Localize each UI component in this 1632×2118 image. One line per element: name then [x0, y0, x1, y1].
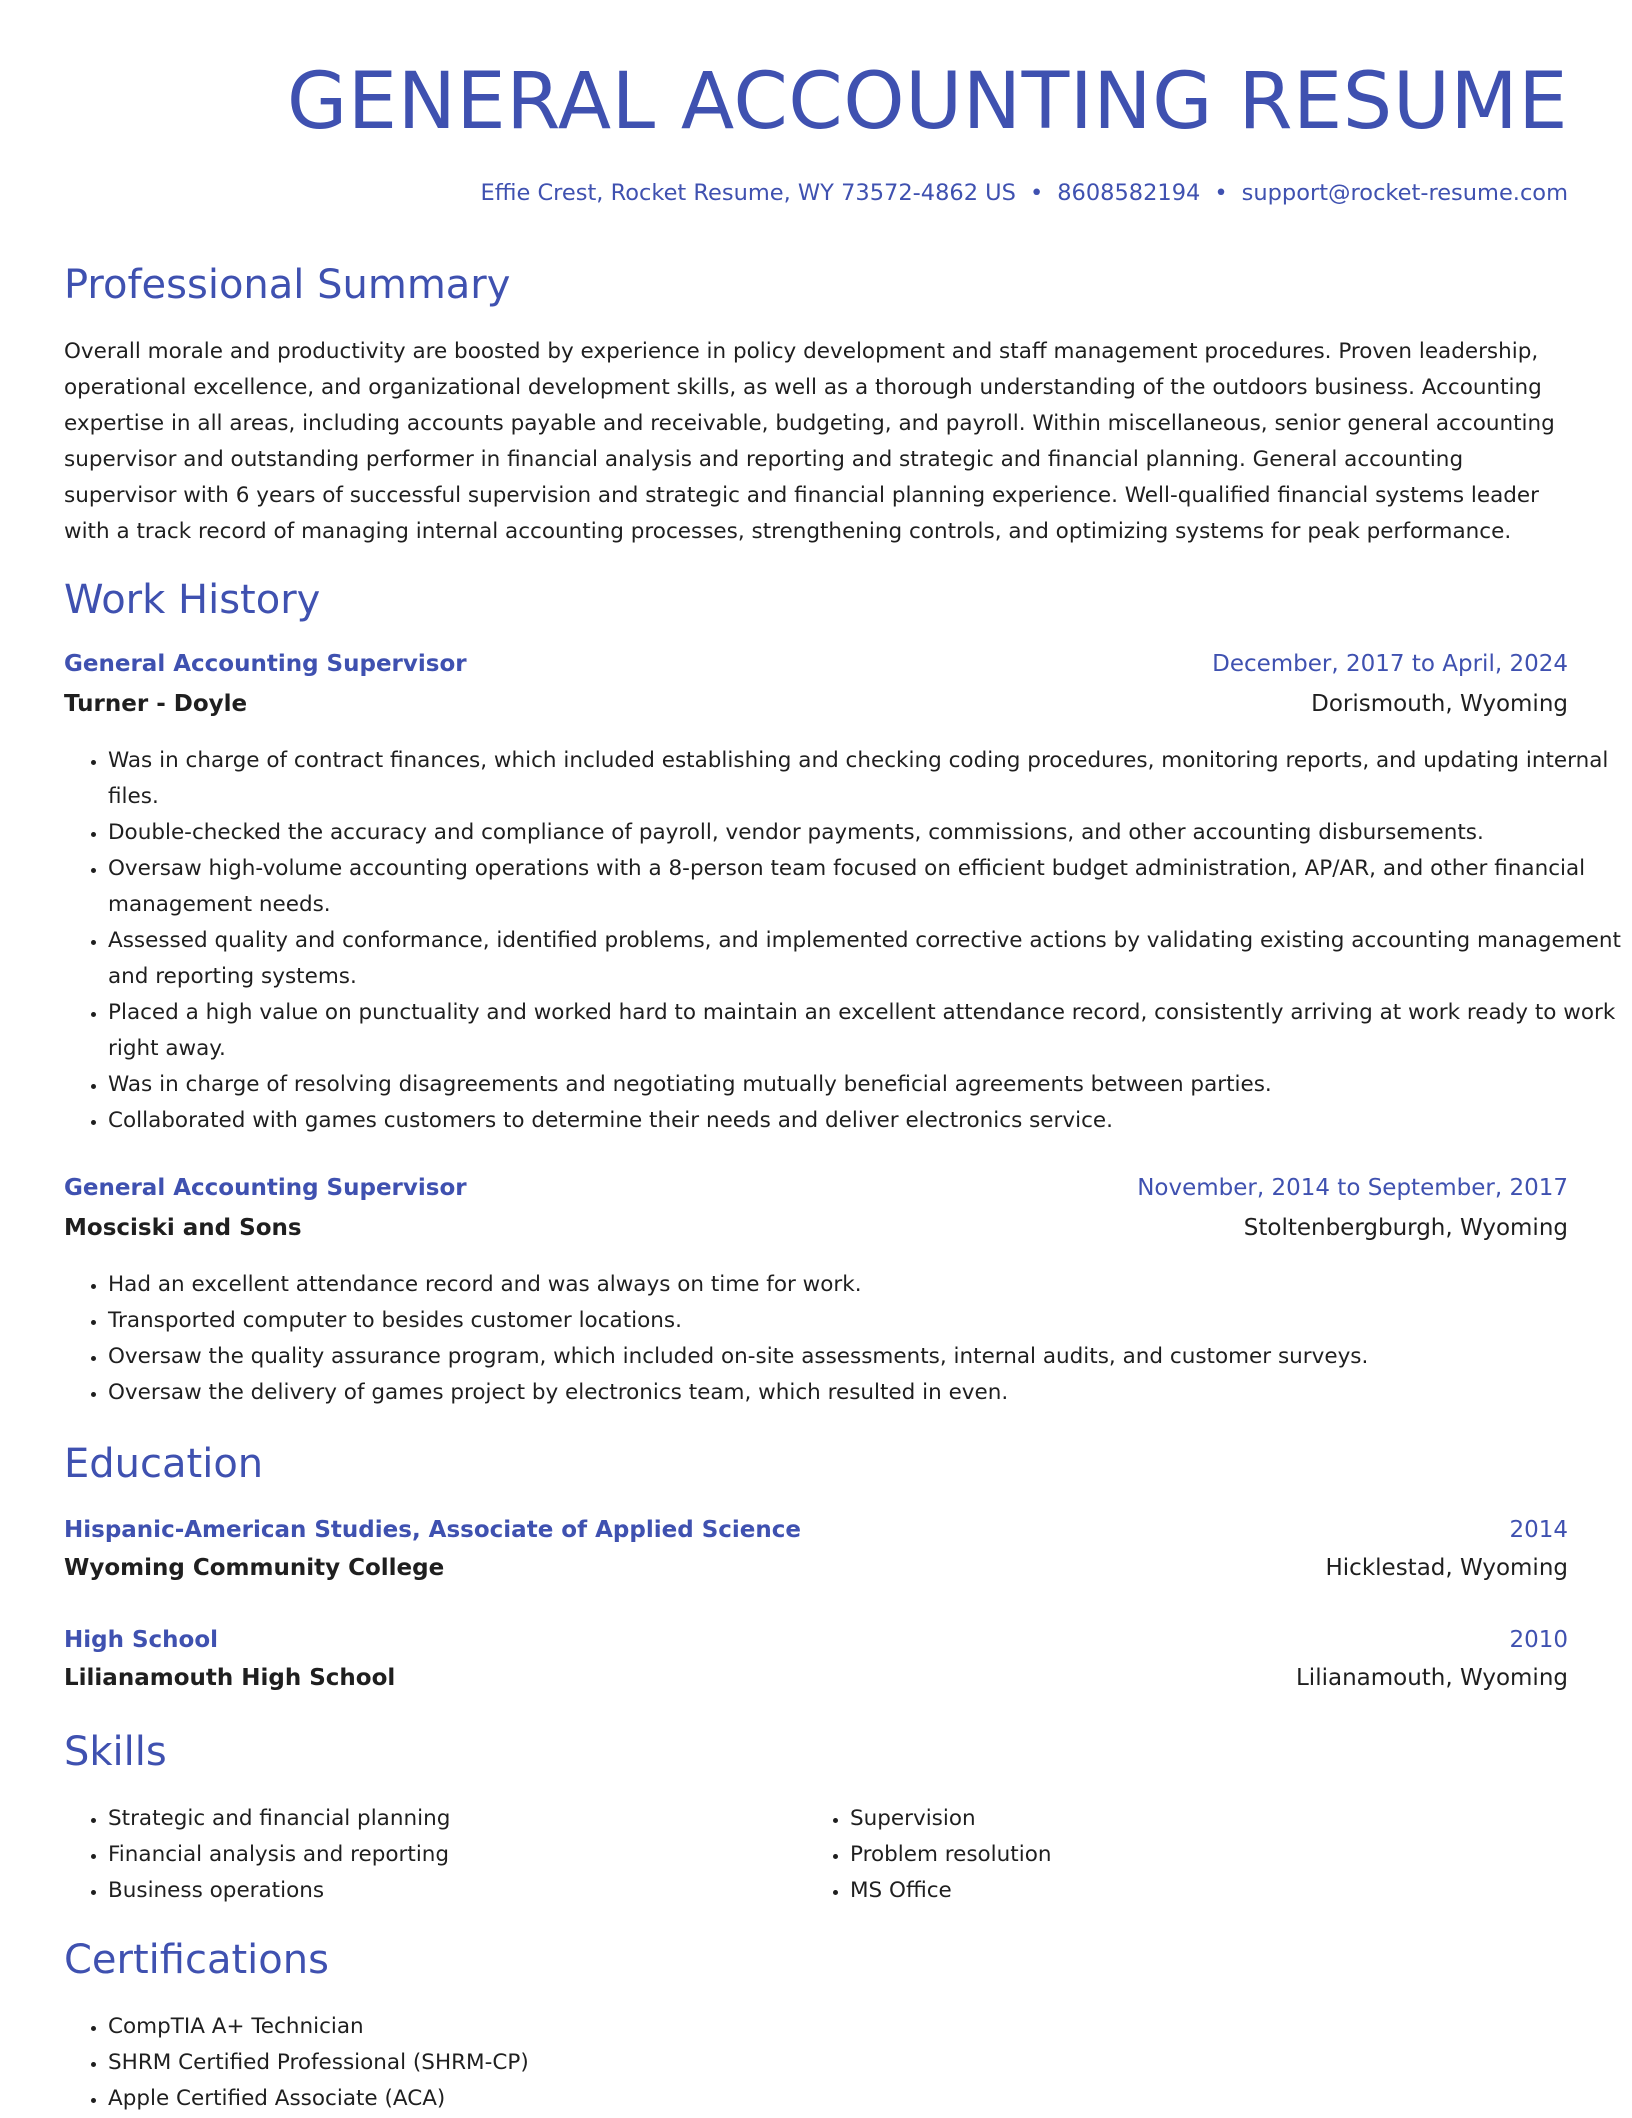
certification-item: • CompTIA A+ Technician	[108, 2009, 1628, 2045]
job-subheader	[64, 691, 1568, 717]
job-dates: December, 2017 to April, 2024	[1212, 651, 1568, 677]
education-school: Wyoming Community College	[64, 1555, 445, 1581]
education-heading: Education	[64, 1441, 264, 1487]
job-location: Stoltenbergburgh, Wyoming	[1243, 1215, 1568, 1241]
job-dates: November, 2014 to September, 2017	[1137, 1175, 1568, 1201]
education-subheader	[64, 1665, 1568, 1691]
skills-list-left	[64, 1801, 808, 1909]
job-bullet: • Assessed quality and conformance, identified problems, and implemented corrective actions by validating existing accounting management and reporting systems.	[108, 923, 1628, 995]
job-bullet: • Oversaw high-volume accounting operations with a 8-person team focused on efficient budget administration, AP/AR, and other financial management needs.	[108, 851, 1628, 923]
job-bullet: • Was in charge of resolving disagreements and negotiating mutually beneficial agreements between parties.	[108, 1067, 1628, 1103]
summary-heading: Professional Summary	[64, 262, 511, 308]
education-school: Lilianamouth High School	[64, 1665, 396, 1691]
job-bullet: • Oversaw the delivery of games project by electronics team, which resulted in even.	[108, 1375, 1628, 1411]
skill-item: • Financial analysis and reporting	[108, 1837, 808, 1873]
certifications-list	[64, 2009, 1628, 2117]
job-bullet-list	[64, 743, 1628, 1139]
skill-item: • Problem resolution	[850, 1837, 1550, 1873]
skill-item: • Strategic and financial planning	[108, 1801, 808, 1837]
job-subheader	[64, 1215, 1568, 1241]
job-company: Turner - Doyle	[64, 691, 248, 717]
job-title: General Accounting Supervisor	[64, 1175, 467, 1201]
certification-item: • Apple Certified Associate (ACA)	[108, 2081, 1628, 2117]
contact-separator: •	[1214, 180, 1228, 206]
job-bullet: • Oversaw the quality assurance program, which included on-site assessments, internal audits, and customer surveys.	[108, 1339, 1628, 1375]
skill-item: • Business operations	[108, 1873, 808, 1909]
contact-email[interactable]: support@rocket-resume.com	[1241, 180, 1568, 206]
education-location: Hicklestad, Wyoming	[1325, 1555, 1568, 1581]
contact-phone[interactable]: 8608582194	[1057, 180, 1201, 206]
contact-line	[480, 180, 1568, 206]
job-header	[64, 651, 1568, 677]
education-subheader	[64, 1555, 1568, 1581]
education-header	[64, 1627, 1568, 1653]
summary-text: Overall morale and productivity are boosted by experience in policy development and staff management procedures. Proven leadership, operational excellence, and organizational development skills, as well as a thorough understanding of the outdoors business. Accounting expertise in all areas, including accounts payable and receivable, budgeting, and payroll. Within miscellaneous, senior general accounting supervisor and outstanding performer in financial analysis and reporting and strategic and financial planning. General accounting supervisor with 6 years of successful supervision and strategic and financial planning experience. Well-qualified financial systems leader with a track record of managing internal accounting processes, strengthening controls, and optimizing systems for peak performance.	[64, 339, 1555, 544]
job-bullet: • Was in charge of contract finances, which included establishing and checking coding procedures, monitoring reports, and updating internal files.	[108, 743, 1628, 815]
job-title: General Accounting Supervisor	[64, 651, 467, 677]
resume-title: GENERAL ACCOUNTING RESUME	[286, 57, 1568, 147]
job-bullet: • Had an excellent attendance record and was always on time for work.	[108, 1267, 1628, 1303]
job-bullet: • Transported computer to besides customer locations.	[108, 1303, 1628, 1339]
education-location: Lilianamouth, Wyoming	[1295, 1665, 1568, 1691]
work-history-heading: Work History	[64, 577, 321, 623]
job-bullet: • Double-checked the accuracy and compliance of payroll, vendor payments, commissions, and other accounting disbursements.	[108, 815, 1628, 851]
education-degree: High School	[64, 1627, 219, 1653]
contact-address: Effie Crest, Rocket Resume, WY 73572-4862 US	[480, 180, 1016, 206]
job-header	[64, 1175, 1568, 1201]
education-header	[64, 1517, 1568, 1543]
job-bullet-list	[64, 1267, 1628, 1411]
education-year: 2010	[1509, 1627, 1568, 1653]
education-year: 2014	[1509, 1517, 1568, 1543]
skill-item: • Supervision	[850, 1801, 1550, 1837]
skills-heading: Skills	[64, 1729, 167, 1775]
job-location: Dorismouth, Wyoming	[1311, 691, 1568, 717]
skills-list-right	[806, 1801, 1550, 1909]
certifications-heading: Certifications	[64, 1937, 329, 1983]
job-company: Mosciski and Sons	[64, 1215, 302, 1241]
job-bullet: • Placed a high value on punctuality and worked hard to maintain an excellent attendance record, consistently arriving at work ready to work right away.	[108, 995, 1628, 1067]
certification-item: • SHRM Certified Professional (SHRM-CP)	[108, 2045, 1628, 2081]
education-degree: Hispanic-American Studies, Associate of Applied Science	[64, 1517, 801, 1543]
skill-item: • MS Office	[850, 1873, 1550, 1909]
contact-separator: •	[1029, 180, 1044, 206]
job-bullet: • Collaborated with games customers to determine their needs and deliver electronics service.	[108, 1103, 1628, 1139]
